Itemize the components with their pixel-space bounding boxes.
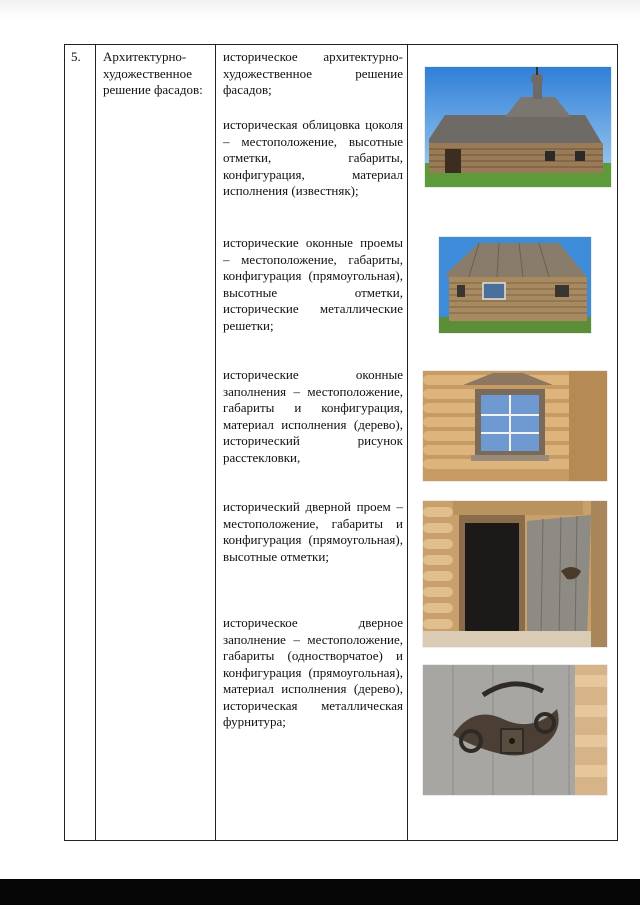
item-door-filling: историческое дверное заполнение – местоположение, габариты (одностворчатое) и конфигурация (прямоугольная), материал исполнения (дерево), историческая металлическая фурнитура; — [223, 615, 403, 729]
scan-bottom-border — [0, 879, 640, 905]
page-top-shade — [0, 0, 640, 20]
item-plinth-cladding: историческая облицовка цоколя – местоположение, высотные отметки, габариты, конфигурация, материал исполнения (известняк); — [223, 117, 403, 198]
row-number: 5. — [71, 49, 81, 64]
item-facade-solution: историческое архитектурно-художественное решение фасадов; — [223, 49, 403, 97]
iron-door-hardware-photo — [423, 665, 607, 795]
octagonal-log-building-photo — [439, 237, 591, 333]
item-window-openings: исторические оконные проемы – местоположение, габариты, конфигурация (прямоугольная), высотные отметки, исторические металлические решетки; — [223, 235, 403, 333]
column-divider — [215, 45, 216, 840]
item-window-fillings: исторические оконные заполнения – местоположение, габариты и конфигурация, материал исполнения (дерево), исторический рисунок расстекловки, — [223, 367, 403, 465]
document-table — [64, 44, 618, 841]
wooden-church-photo — [425, 67, 611, 187]
item-door-opening: исторический дверной проем – местоположение, габариты и конфигурация (прямоугольная), высотные отметки; — [223, 499, 403, 564]
log-wall-doorway-photo — [423, 501, 607, 647]
row-title: Архитектурно-художественное решение фасадов: — [103, 49, 203, 97]
log-wall-window-photo — [423, 371, 607, 481]
column-divider — [407, 45, 408, 840]
column-divider — [95, 45, 96, 840]
